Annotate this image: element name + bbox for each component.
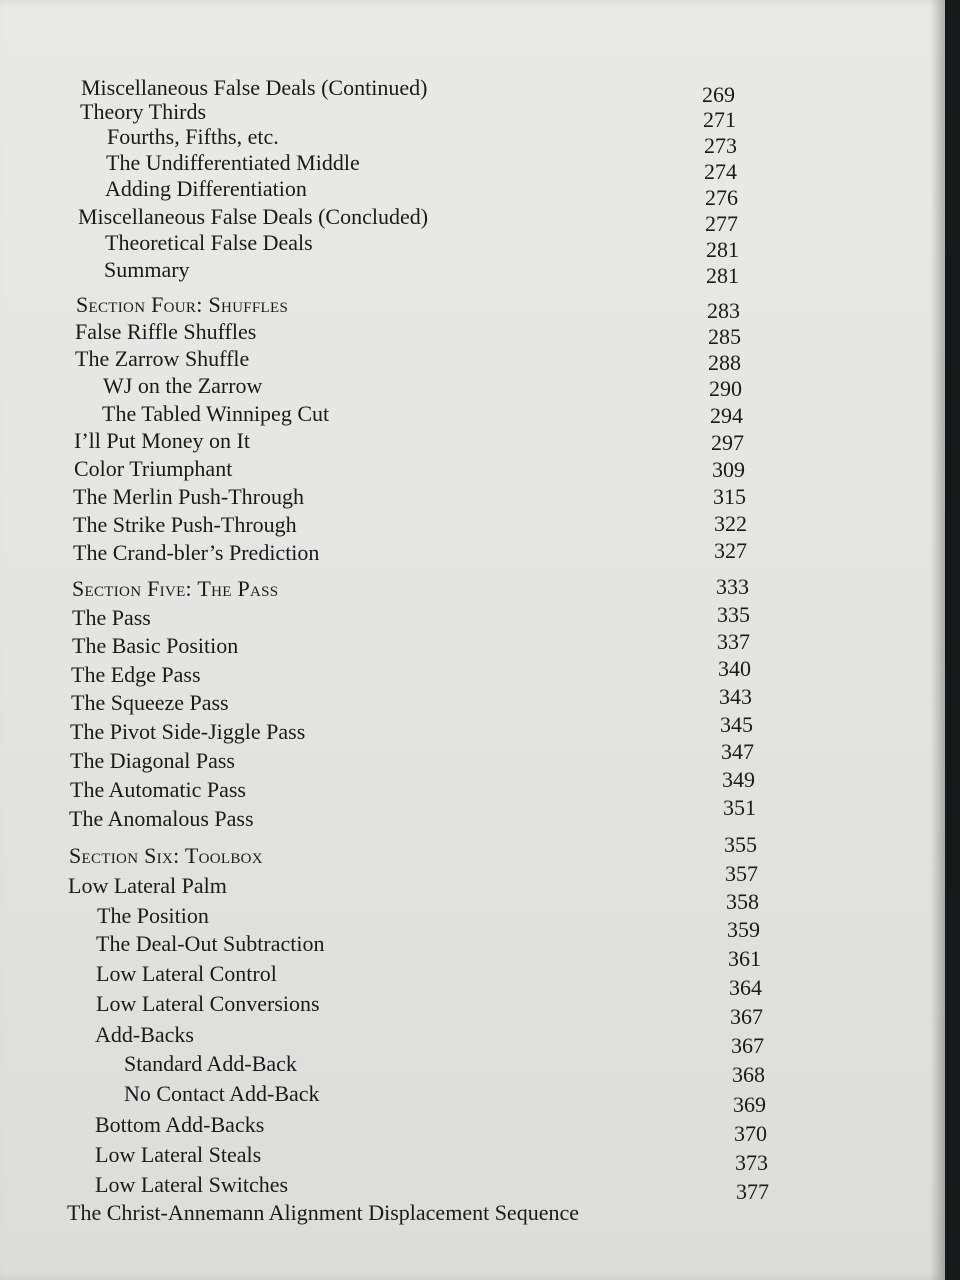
toc-entry: The Merlin Push-Through: [73, 484, 304, 509]
page-number: 364: [729, 975, 762, 1000]
page-number: 377: [736, 1179, 769, 1204]
page-number: 288: [708, 350, 741, 375]
toc-entry: The Undifferentiated Middle: [106, 150, 360, 175]
page-number: 290: [709, 376, 742, 401]
page-number: 370: [734, 1121, 767, 1146]
toc-entry: Low Lateral Palm: [68, 873, 227, 898]
toc-entry: The Deal-Out Subtraction: [96, 931, 325, 956]
toc-entry: The Anomalous Pass: [69, 806, 254, 831]
background-edge: [945, 0, 960, 1280]
toc-entry: Theoretical False Deals: [105, 230, 313, 255]
page-number: 309: [712, 457, 745, 482]
page-number: 315: [713, 484, 746, 509]
page-number: 347: [721, 739, 754, 764]
page-number: 351: [723, 795, 756, 820]
page-number: 273: [704, 133, 737, 158]
toc-entry: The Position: [97, 903, 209, 928]
page-number: 337: [717, 629, 750, 654]
page-number: 367: [730, 1004, 763, 1029]
toc-entry: The Pivot Side-Jiggle Pass: [70, 719, 306, 744]
toc-entry: Color Triumphant: [74, 456, 233, 481]
page-number: 271: [703, 107, 736, 132]
toc-entry: The Strike Push-Through: [73, 512, 297, 537]
toc-entry: Theory Thirds: [80, 99, 207, 124]
toc-entry: The Squeeze Pass: [71, 690, 229, 715]
toc-entry: The Tabled Winnipeg Cut: [102, 401, 330, 426]
page-number: 361: [728, 946, 761, 971]
toc-entry: Bottom Add-Backs: [95, 1112, 265, 1137]
toc-entry: The Crand-bler’s Prediction: [73, 540, 320, 565]
toc-entry: I’ll Put Money on It: [74, 428, 250, 453]
page-number: 359: [727, 917, 760, 942]
section-heading: Section Five: The Pass: [72, 576, 279, 601]
toc-entry: The Automatic Pass: [70, 777, 246, 802]
toc-entry: Fourths, Fifths, etc.: [107, 124, 279, 149]
page-number: 355: [724, 832, 757, 857]
page-number: 274: [704, 159, 737, 184]
toc-entry: The Edge Pass: [71, 662, 201, 687]
page-number: 283: [707, 298, 740, 323]
toc-entry: Summary: [104, 257, 190, 282]
page-number: 358: [726, 889, 759, 914]
page-number: 345: [720, 712, 753, 737]
page-number: 285: [708, 324, 741, 349]
toc-entry: Miscellaneous False Deals (Continued): [81, 75, 428, 100]
toc-entry: The Pass: [72, 605, 151, 630]
toc-entry: The Basic Position: [72, 633, 239, 658]
section-heading: Section Six: Toolbox: [69, 843, 263, 868]
toc-entry: Add-Backs: [95, 1022, 194, 1047]
toc-entry: False Riffle Shuffles: [75, 319, 257, 344]
toc-entry: The Zarrow Shuffle: [75, 346, 250, 371]
toc-entry: Standard Add-Back: [124, 1051, 297, 1076]
toc-entry: Miscellaneous False Deals (Concluded): [78, 204, 429, 229]
page-number: 281: [706, 237, 739, 262]
page-number: 340: [718, 656, 751, 681]
page-number: 276: [705, 185, 738, 210]
page-number: 294: [710, 403, 743, 428]
toc-entry: The Christ-Annemann Alignment Displacement Sequence: [67, 1200, 579, 1225]
toc-entry: No Contact Add-Back: [124, 1081, 320, 1106]
page-number: 369: [733, 1092, 766, 1117]
toc-entry: Low Lateral Control: [96, 961, 277, 986]
toc-entry: Low Lateral Switches: [95, 1172, 289, 1197]
page-number: 269: [702, 82, 735, 107]
page-number: 349: [722, 767, 755, 792]
page-number: 373: [735, 1150, 768, 1175]
page-number: 367: [731, 1033, 764, 1058]
page-number: 327: [714, 538, 747, 563]
page-number: 277: [705, 211, 738, 236]
toc-entry: The Diagonal Pass: [70, 748, 235, 773]
page-number: 333: [716, 574, 749, 599]
page-number: 343: [719, 684, 752, 709]
page-number: 368: [732, 1062, 765, 1087]
toc-entry: Adding Differentiation: [105, 176, 307, 201]
page-number: 281: [706, 263, 739, 288]
toc-entry: WJ on the Zarrow: [103, 373, 263, 398]
page-number: 357: [725, 861, 758, 886]
toc-entry: Low Lateral Steals: [95, 1142, 262, 1167]
section-heading: Section Four: Shuffles: [76, 292, 289, 317]
toc-entry: Low Lateral Conversions: [96, 991, 320, 1016]
page-number: 297: [711, 430, 744, 455]
page-number: 322: [714, 511, 747, 536]
page-number: 335: [717, 602, 750, 627]
